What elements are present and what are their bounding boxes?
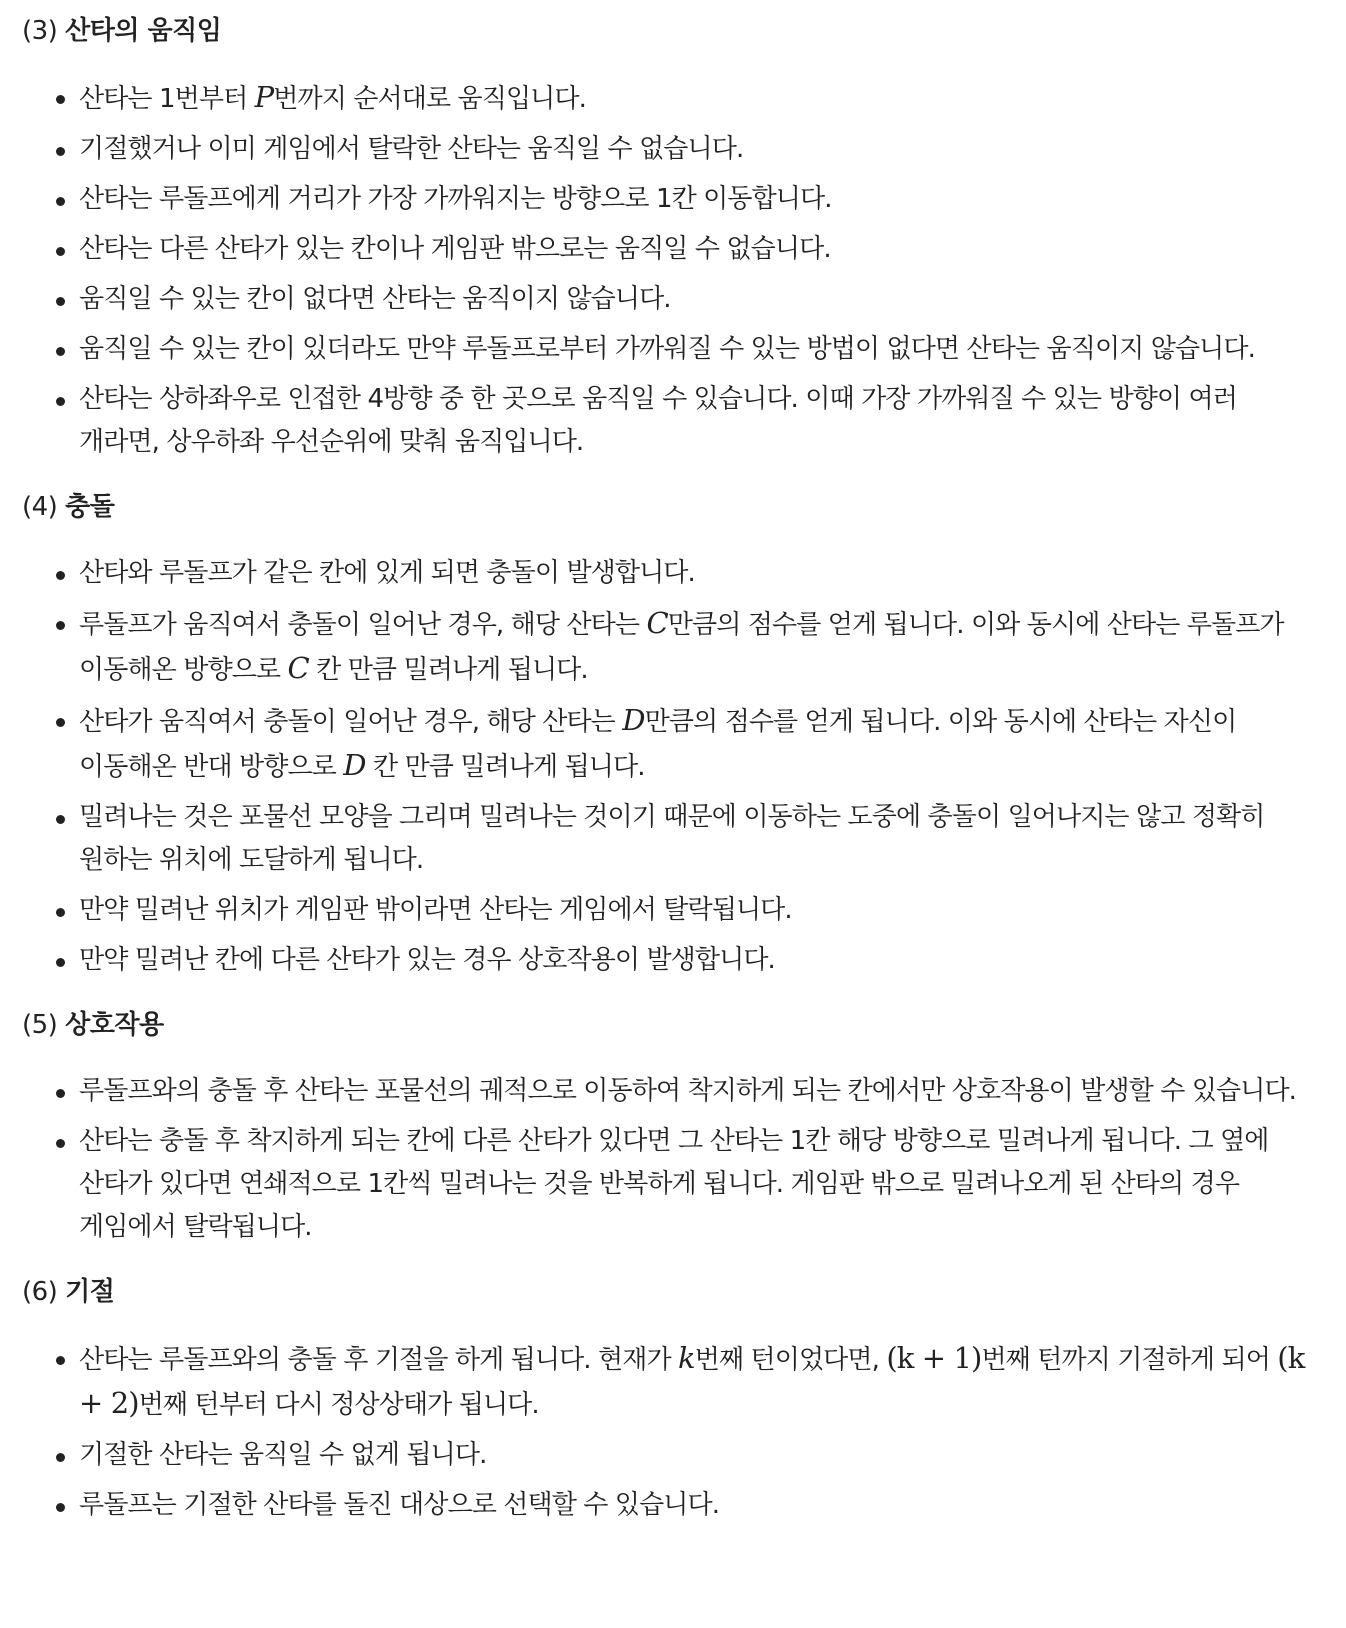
list-item xyxy=(22,699,1324,789)
list-item xyxy=(22,939,1324,982)
list-item xyxy=(22,1070,1324,1113)
section-heading xyxy=(22,1008,1324,1042)
list-item xyxy=(22,76,1324,121)
math-variable: C xyxy=(287,651,309,685)
text-run: 움직일 수 있는 칸이 있더라도 만약 루돌프로부터 가까워질 수 있는 방법이 없다면 산타는 움직이지 않습니다. xyxy=(79,334,1255,364)
rule-list xyxy=(22,1337,1324,1527)
section-heading xyxy=(22,490,1324,524)
math-variable: k xyxy=(678,1341,695,1375)
text-run: 칸 만큼 밀려나게 됩니다. xyxy=(308,655,588,685)
text-run: 번째 턴이었다면, xyxy=(694,1345,887,1375)
text-run: 움직일 수 있는 칸이 없다면 산타는 움직이지 않습니다. xyxy=(79,284,671,314)
text-run: 산타는 루돌프에게 거리가 가장 가까워지는 방향으로 1칸 이동합니다. xyxy=(79,184,832,214)
list-item xyxy=(22,1484,1324,1527)
math-variable: P xyxy=(254,80,274,114)
text-run: 만큼의 점수를 얻게 됩니다. 이와 동시에 산타는 자신이 이동해온 반대 방향으로 xyxy=(79,707,1237,782)
section-number: (5) xyxy=(22,1010,58,1040)
section-heading xyxy=(22,14,1324,48)
text-run: 기절했거나 이미 게임에서 탈락한 산타는 움직일 수 없습니다. xyxy=(79,134,744,164)
rule-list xyxy=(22,552,1324,982)
section-number: (6) xyxy=(22,1277,58,1307)
text-run: 산타는 상하좌우로 인접한 4방향 중 한 곳으로 움직일 수 있습니다. 이때 가장 가까워질 수 있는 방향이 여러 개라면, 상우하좌 우선순위에 맞춰 움직입니다. xyxy=(79,384,1237,457)
text-run: 산타는 충돌 후 착지하게 되는 칸에 다른 산타가 있다면 그 산타는 1칸 해당 방향으로 밀려나게 됩니다. 그 옆에 산타가 있다면 연쇄적으로 1칸씩 밀려나는 것을 반복하게 됩니다. 게임판 밖으로 밀려나오게 된 산타의 경우 게임에서 탈락됩니다. xyxy=(79,1126,1269,1242)
text-run: 산타는 다른 산타가 있는 칸이나 게임판 밖으로는 움직일 수 없습니다. xyxy=(79,234,831,264)
section-heading xyxy=(22,1275,1324,1309)
math-expression: (k + 1) xyxy=(886,1341,982,1375)
text-run: 밀려나는 것은 포물선 모양을 그리며 밀려나는 것이기 때문에 이동하는 도중에 충돌이 일어나지는 않고 정확히 원하는 위치에 도달하게 됩니다. xyxy=(79,802,1265,875)
list-item xyxy=(22,378,1324,464)
text-run: 루돌프와의 충돌 후 산타는 포물선의 궤적으로 이동하여 착지하게 되는 칸에서만 상호작용이 발생할 수 있습니다. xyxy=(79,1076,1297,1106)
math-expression: (k + 2) xyxy=(79,1341,1305,1420)
section-number: (4) xyxy=(22,492,58,522)
text-run: 번째 턴까지 기절하게 되어 xyxy=(981,1345,1278,1375)
list-item xyxy=(22,128,1324,171)
text-run: 산타가 움직여서 충돌이 일어난 경우, 해당 산타는 xyxy=(79,707,623,737)
rule-list xyxy=(22,76,1324,464)
text-run: 번까지 순서대로 움직입니다. xyxy=(273,84,586,114)
section-title: 상호작용 xyxy=(65,1010,164,1040)
section-title: 기절 xyxy=(65,1277,115,1307)
text-run: 산타와 루돌프가 같은 칸에 있게 되면 충돌이 발생합니다. xyxy=(79,558,695,588)
list-item xyxy=(22,178,1324,221)
list-item xyxy=(22,602,1324,692)
text-run: 번째 턴부터 다시 정상상태가 됩니다. xyxy=(138,1390,539,1420)
list-item xyxy=(22,278,1324,321)
section-title: 산타의 움직임 xyxy=(65,16,222,46)
list-item xyxy=(22,1120,1324,1249)
list-item xyxy=(22,228,1324,271)
text-run: 만약 밀려난 칸에 다른 산타가 있는 경우 상호작용이 발생합니다. xyxy=(79,945,775,975)
list-item xyxy=(22,552,1324,595)
math-variable: D xyxy=(343,748,366,782)
section-title: 충돌 xyxy=(65,492,115,522)
math-variable: D xyxy=(622,703,645,737)
text-run: 루돌프가 움직여서 충돌이 일어난 경우, 해당 산타는 xyxy=(79,610,647,640)
list-item xyxy=(22,328,1324,371)
text-run: 산타는 루돌프와의 충돌 후 기절을 하게 됩니다. 현재가 xyxy=(79,1345,679,1375)
text-run: 루돌프는 기절한 산타를 돌진 대상으로 선택할 수 있습니다. xyxy=(79,1490,720,1520)
text-run: 기절한 산타는 움직일 수 없게 됩니다. xyxy=(79,1440,487,1470)
text-run: 만약 밀려난 위치가 게임판 밖이라면 산타는 게임에서 탈락됩니다. xyxy=(79,895,792,925)
list-item xyxy=(22,1337,1324,1427)
text-run: 칸 만큼 밀려나게 됩니다. xyxy=(365,752,645,782)
list-item xyxy=(22,889,1324,932)
math-variable: C xyxy=(646,606,668,640)
list-item xyxy=(22,1434,1324,1477)
text-run: 만큼의 점수를 얻게 됩니다. 이와 동시에 산타는 루돌프가 이동해온 방향으로 xyxy=(79,610,1284,685)
rule-list xyxy=(22,1070,1324,1249)
text-run: 산타는 1번부터 xyxy=(79,84,255,114)
list-item xyxy=(22,796,1324,882)
section-number: (3) xyxy=(22,16,58,46)
